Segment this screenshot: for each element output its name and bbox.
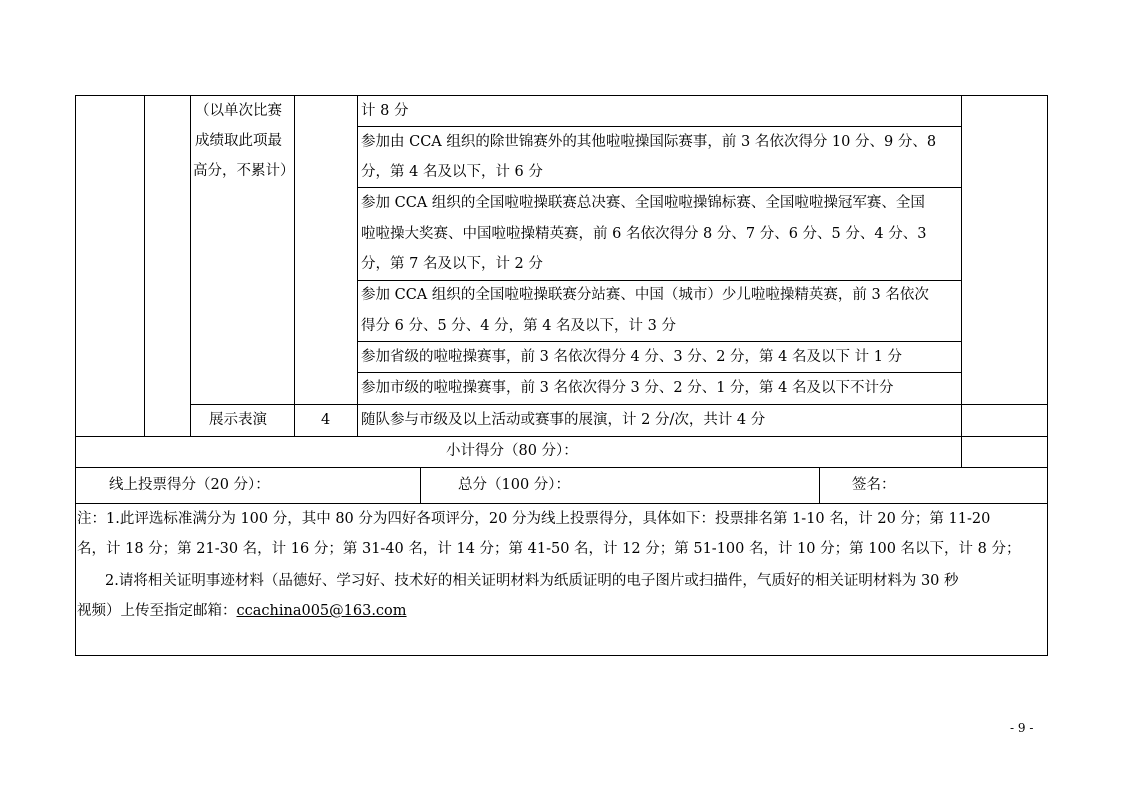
email-link[interactable]: ccachina005@163.com — [236, 603, 407, 619]
note-email-prefix: 视频）上传至指定邮箱： — [77, 603, 237, 619]
criteria-row-text: 参加 CCA 组织的全国啦啦操联赛总决赛、全国啦啦操锦标赛、全国啦啦操冠军赛、全国 — [361, 195, 925, 211]
note-line — [77, 604, 407, 619]
table-border — [357, 95, 358, 436]
table-border — [357, 372, 962, 373]
category-note-line: （以单次比赛 — [195, 103, 282, 119]
page-number: - 9 - — [1010, 721, 1034, 735]
table-border — [357, 341, 962, 342]
performance-desc: 随队参与市级及以上活动或赛事的展演，计 2 分/次，共计 4 分 — [361, 412, 766, 428]
table-border — [75, 655, 1048, 656]
performance-score: 4 — [321, 412, 331, 428]
table-border — [190, 95, 191, 436]
criteria-row-text: 啦啦操大奖赛、中国啦啦操精英赛，前 6 名依次得分 8 分、7 分、6 分、5 分、4 分、3 — [361, 226, 927, 242]
table-border — [961, 95, 962, 467]
table-border — [75, 467, 1048, 468]
table-border — [75, 95, 76, 656]
table-border — [420, 467, 421, 504]
signature-label: 签名： — [852, 477, 896, 493]
criteria-row-text: 参加市级的啦啦操赛事，前 3 名依次得分 3 分、2 分、1 分，第 4 名及以下不计分 — [361, 380, 894, 396]
table-border — [357, 280, 962, 281]
table-border — [294, 95, 295, 436]
table-border — [75, 436, 1048, 437]
table-border — [819, 467, 820, 504]
criteria-row-text: 参加 CCA 组织的全国啦啦操联赛分站赛、中国（城市）少儿啦啦操精英赛，前 3 名依次 — [361, 287, 929, 303]
criteria-row-text: 参加省级的啦啦操赛事，前 3 名依次得分 4 分、3 分、2 分，第 4 名及以下 计 1 分 — [361, 349, 903, 365]
note-line: 2.请将相关证明事迹材料（品德好、学习好、技术好的相关证明材料为纸质证明的电子图片或扫描件，气质好的相关证明材料为 30 秒 — [105, 573, 959, 589]
table-border — [75, 503, 1048, 504]
subtotal-label: 小计得分（80 分）： — [446, 443, 578, 459]
table-border — [144, 95, 145, 436]
category-note-line: 成绩取此项最 — [195, 133, 282, 149]
table-border — [357, 126, 962, 127]
criteria-row-text: 计 8 分 — [361, 103, 409, 119]
criteria-row-text: 分，第 7 名及以下，计 2 分 — [361, 256, 543, 272]
total-score-label: 总分（100 分）： — [458, 477, 571, 493]
criteria-row-text: 分，第 4 名及以下，计 6 分 — [361, 164, 543, 180]
table-border — [190, 404, 1048, 405]
note-line: 注：1.此评选标准满分为 100 分，其中 80 分为四好各项评分，20 分为线上投票得分，具体如下：投票排名第 1-10 名，计 20 分；第 11-20 — [77, 511, 991, 527]
table-border — [357, 187, 962, 188]
note-line: 名，计 18 分；第 21-30 名，计 16 分；第 31-40 名，计 14 分；第 41-50 名，计 12 分；第 51-100 名，计 10 分；第 100 名以下，计 8 分； — [77, 541, 1021, 557]
category-note-line: 高分，不累计） — [193, 163, 295, 179]
criteria-row-text: 得分 6 分、5 分、4 分，第 4 名及以下，计 3 分 — [361, 318, 676, 334]
table-border — [75, 95, 1048, 96]
online-vote-label: 线上投票得分（20 分）： — [109, 477, 270, 493]
criteria-row-text: 参加由 CCA 组织的除世锦赛外的其他啦啦操国际赛事，前 3 名依次得分 10 分、9 分、8 — [361, 134, 937, 150]
performance-label: 展示表演 — [209, 412, 267, 428]
table-border — [1047, 95, 1048, 656]
